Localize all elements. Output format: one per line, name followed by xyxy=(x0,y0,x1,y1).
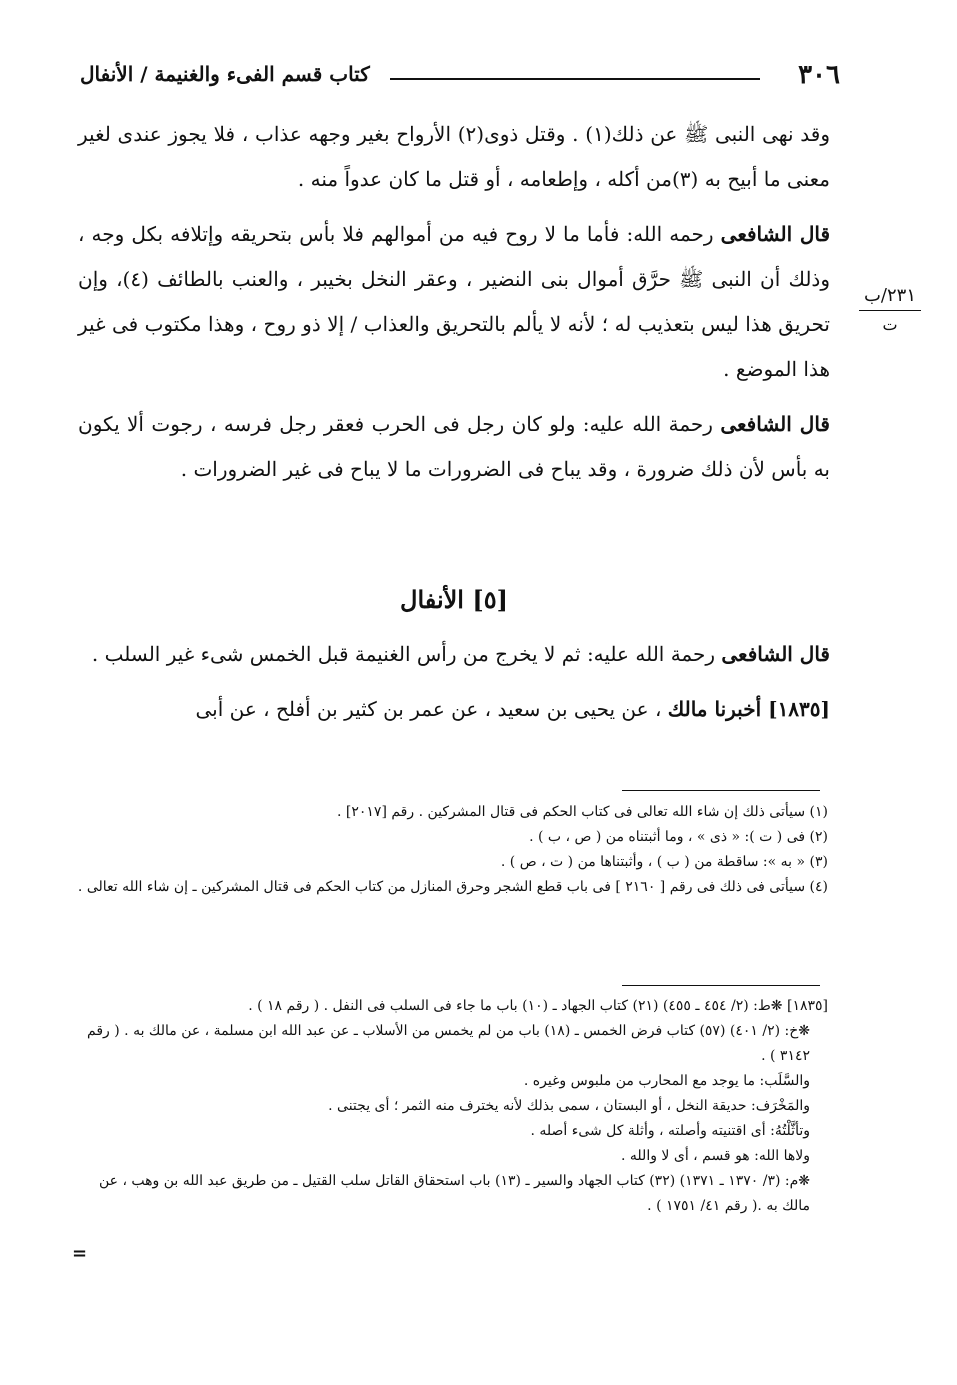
section-heading: [٥] الأنفال xyxy=(400,585,508,614)
paragraph xyxy=(78,212,830,392)
paragraph-speaker: قال الشافعى xyxy=(720,412,830,436)
paragraph-speaker: قال الشافعى xyxy=(720,222,831,246)
main-text-block-2 xyxy=(78,632,830,742)
footnote: (٢) فى ( ت ): « ذى » ، وما أثبتناه من ( ص ، ب ) . xyxy=(529,829,828,845)
page-number: ٣٠٦ xyxy=(798,60,840,90)
glossary-note: ولاها الله: هو قسم ، أى لا والله . xyxy=(621,1148,810,1164)
main-text-block-1 xyxy=(78,112,830,502)
paragraph-speaker: قال الشافعى xyxy=(721,642,830,666)
footnote: (٤) سيأتى فى ذلك فى رقم [ ٢١٦٠ ] فى باب قطع الشجر وحرق المنازل من كتاب الحكم فى قتال المشركين ـ إن شاء الله تعالى . xyxy=(77,879,828,895)
glossary-note: والمَخْرَف: حديقة النخل ، أو البستان ، سمى بذلك لأنه يخترف منه الثمر ؛ أى يجتنى . xyxy=(328,1098,810,1114)
manuscript-siglum: ت xyxy=(882,315,898,334)
paragraph xyxy=(78,402,830,492)
paragraph xyxy=(78,687,830,732)
paragraph-text: رحمه الله: فأما ما لا روح فيه من أموالهم فلا بأس بتحريقه وإتلافه بكل وجه ، وذلك أن النبى ﷺ حرَّق أموال بنى النضير ، وعقر النخل بخيبر ، والعنب بالطائف (٤)، وإن تحريق هذا ليس بتعذيب له ؛ لأنه لا يألم بالتحريق والعذاب / إلا ذو روح ، وهذا مكتوب فى غير هذا الموضع . xyxy=(78,222,830,381)
header-rule xyxy=(390,78,760,80)
footnote: (٣) « به »: ساقطة من ( ب ) ، وأثبتناها من ( ت ، ص ) . xyxy=(500,854,828,870)
paragraph xyxy=(78,112,830,202)
footnote-rule xyxy=(622,790,820,791)
running-title: كتاب قسم الفىء والغنيمة / الأنفال xyxy=(80,62,370,86)
margin-folio-note xyxy=(855,285,925,334)
takhrij-note: ❋خ: (٢/ ٤٠١) (٥٧) كتاب فرض الخمس ـ (١٨) باب من لم يخمس من الأسلاب ـ عن عبد الله ابن مسلمة ، عن مالك به . ( رقم ٣١٤٢ ) . xyxy=(87,1023,810,1064)
takhrij-note: [١٨٣٥] ❋ط: (٢/ ٤٥٤ ـ ٤٥٥) (٢١) كتاب الجهاد ـ (١٠) باب ما جاء فى السلب فى النفل . ( رقم ١٨ ) . xyxy=(248,998,828,1014)
glossary-note: والسَّلَب: ما يوجد مع المحارب من ملبوس وغيره . xyxy=(523,1073,810,1089)
paragraph-text: ، عن يحيى بن سعيد ، عن عمر بن كثير بن أفلح ، عن أبى xyxy=(195,697,668,721)
takhrij-notes xyxy=(70,994,828,1219)
takhrij-note: ❋م: (٣/ ١٣٧٠ ـ ١٣٧١) (٣٢) كتاب الجهاد والسير ـ (١٣) باب استحقاق القاتل سلب القتيل ـ من طريق عبد الله بن وهب ، عن مالك به .( رقم ٤١/ ١٧٥١ ) . xyxy=(99,1173,810,1214)
footnote: (١) سيأتى ذلك إن شاء الله تعالى فى كتاب الحكم فى قتال المشركين . رقم [٢٠١٧] . xyxy=(337,804,828,820)
paragraph-speaker: [١٨٣٥] أخبرنا مالك xyxy=(667,697,830,721)
running-header xyxy=(80,60,840,96)
paragraph-text: رحمة الله عليه: ثم لا يخرج من رأس الغنيمة قبل الخمس شىء غير السلب . xyxy=(91,642,722,666)
paragraph xyxy=(78,632,830,677)
paragraph-text: وقد نهى النبى ﷺ عن ذلك(١) . وقتل ذوى(٢) الأرواح بغير وجهه عذاب ، فلا يجوز عندى لغير معنى ما أبيح به (٣)من أكله ، وإطعامه ، أو قتل ما كان عدواً منه . xyxy=(78,122,830,191)
footnotes xyxy=(70,800,828,900)
glossary-note: وتأثَّلْتُهُ: أى اقتنيته وأصلته ، وأثلة كل شىء أصله . xyxy=(530,1123,810,1139)
takhrij-rule xyxy=(622,985,820,986)
continuation-mark: = xyxy=(72,1243,88,1264)
paragraph-text: رحمة الله عليه: ولو كان رجل فى الحرب فعقر رجل فرسه ، رجوت ألا يكون به بأس لأن ذلك ضرورة ، وقد يباح فى الضرورات ما لا يباح فى غير الضرورات . xyxy=(78,412,830,481)
folio-rule xyxy=(859,310,921,311)
folio-reference: ٢٣١/ب xyxy=(863,285,917,306)
